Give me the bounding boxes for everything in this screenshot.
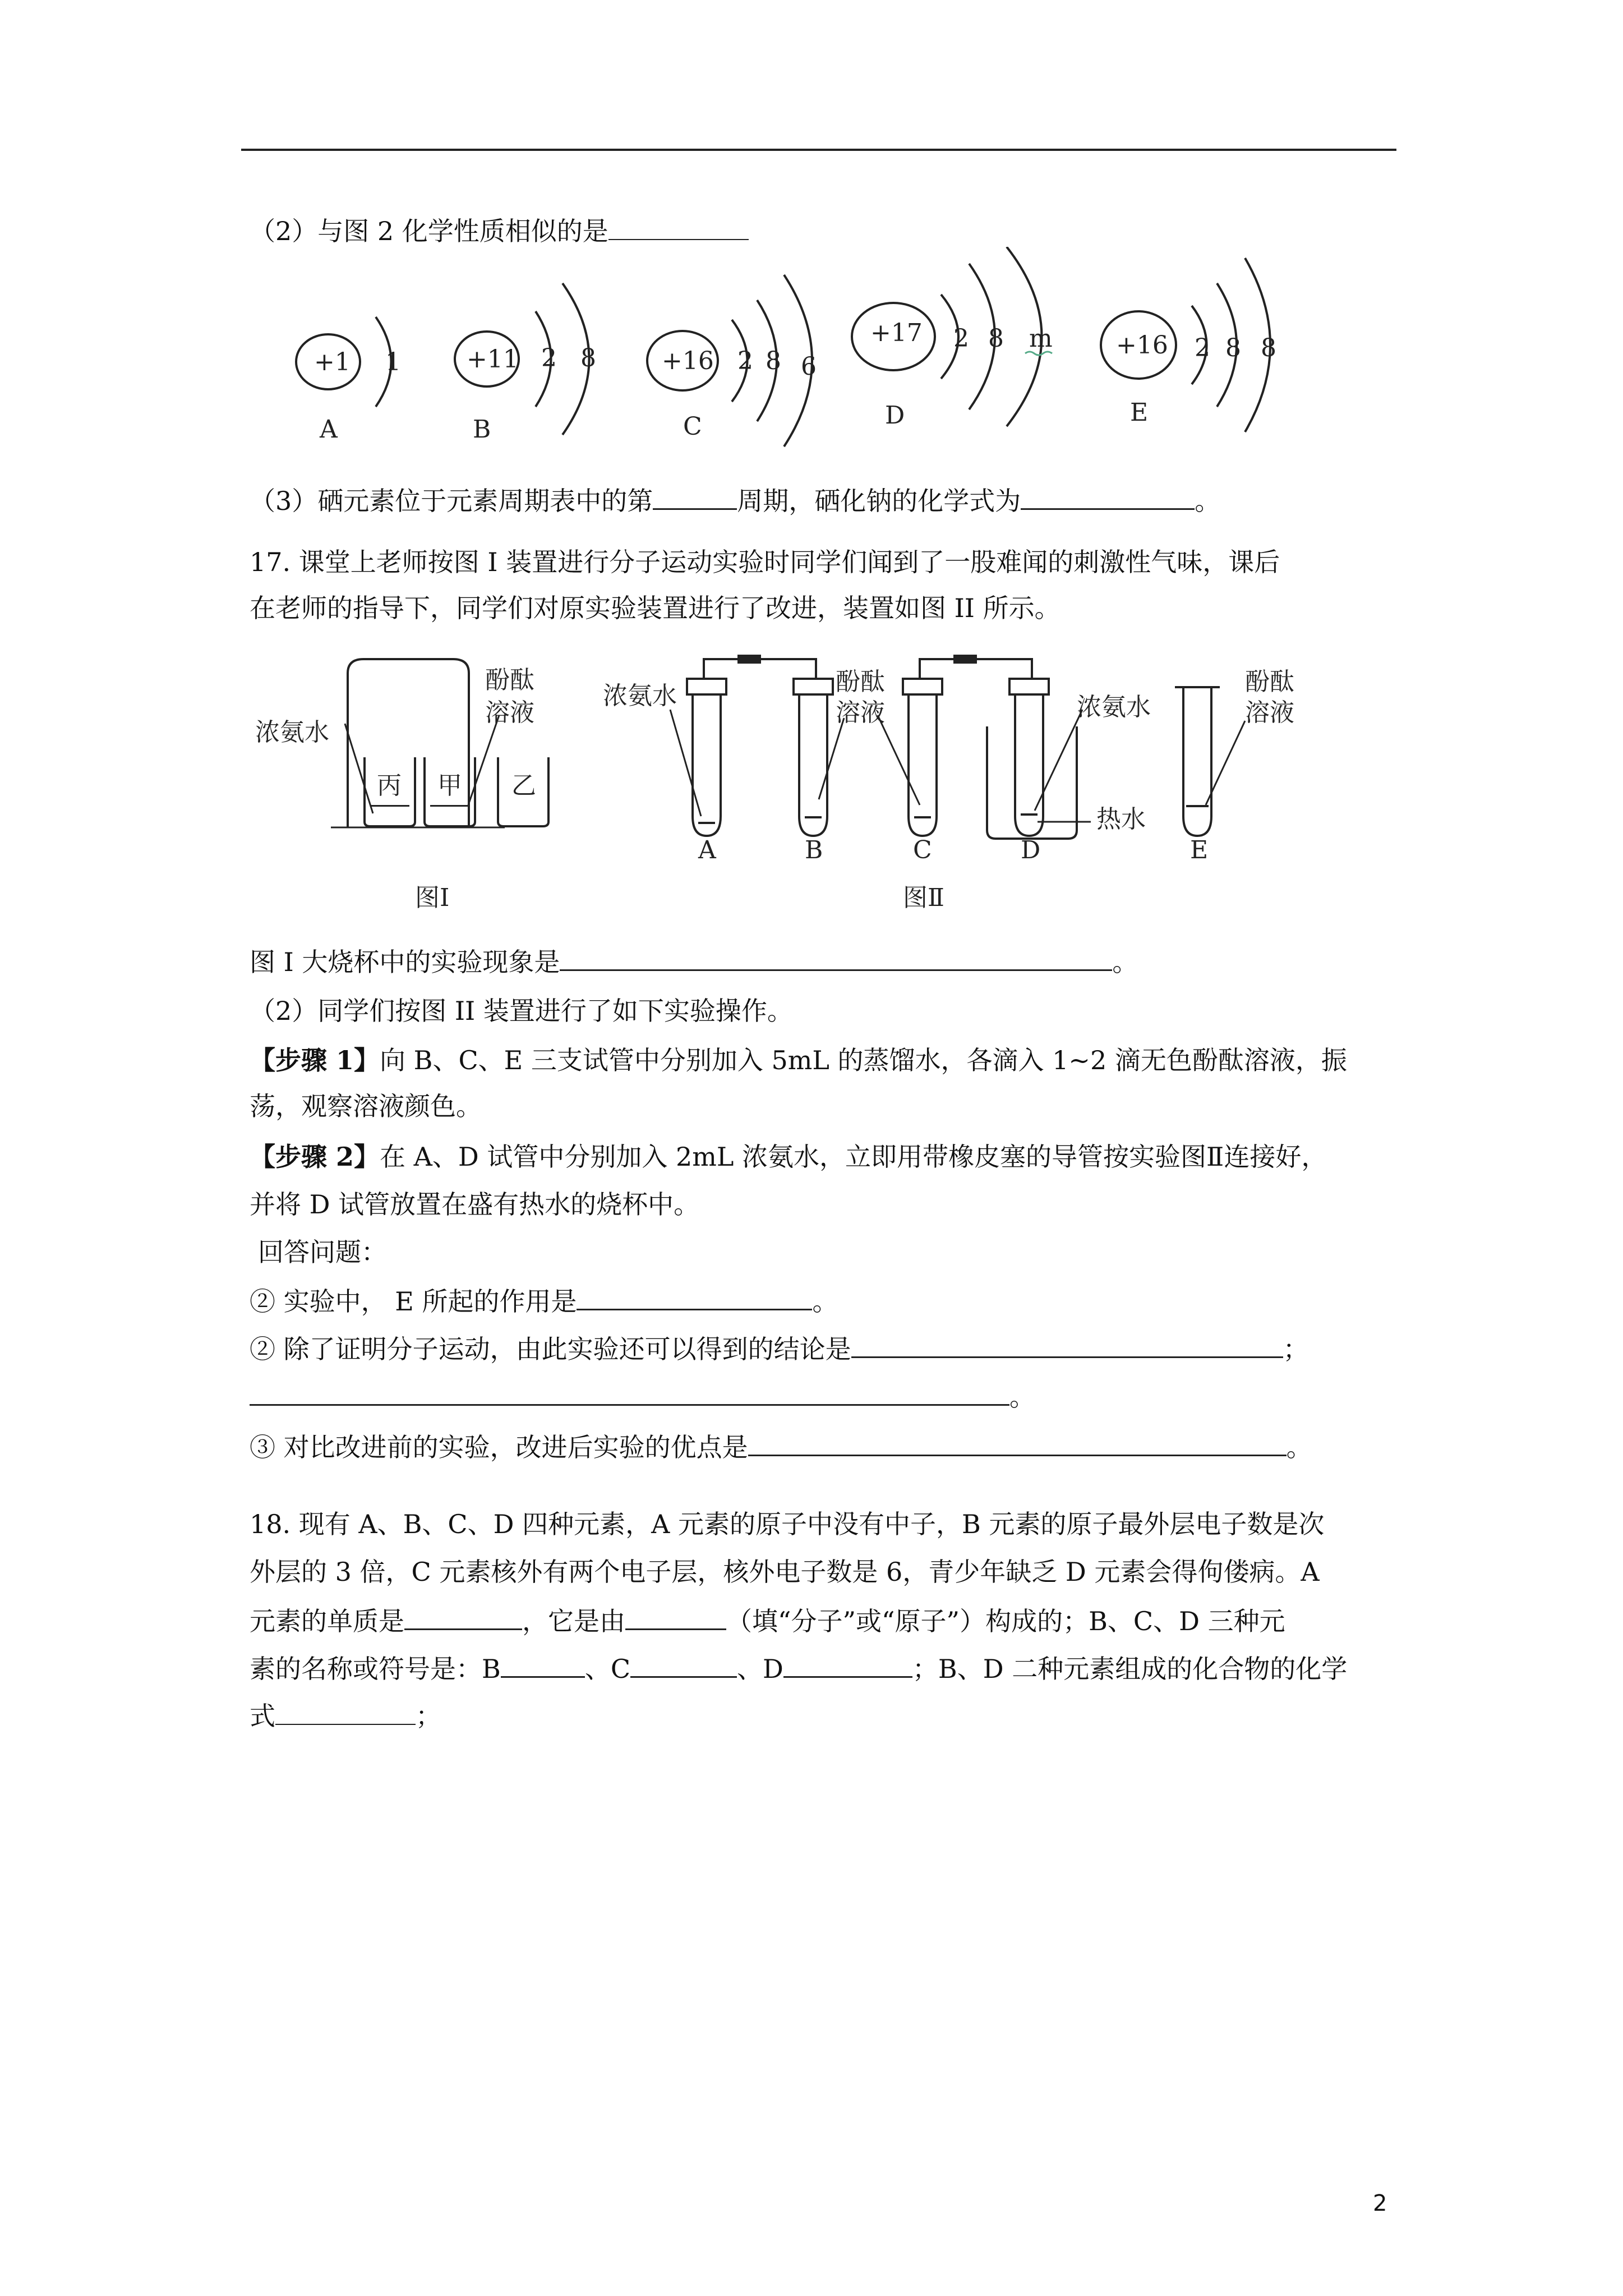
fig1-beaker-label-jia: 甲 [437,771,462,800]
formula-blank[interactable] [1021,481,1195,510]
q18-line-1: 18. 现有 A、B、C、D 四种元素，A 元素的原子中没有中子，B 元素的原子最外层电子数是次 [250,1509,1325,1539]
q17-intro-line-1: 17. 课堂上老师按图 I 装置进行分子运动实验时同学们闻到了一股难闻的刺激性气味，课后 [250,547,1280,577]
fig2-label-phenol-e-1: 酚酞 [1245,668,1294,696]
q17-question-b-line-1: ② 除了证明分子运动，由此实验还可以得到的结论是 ； [250,1329,1309,1367]
q17-intro-line-2: 在老师的指导下，同学们对原实验装置进行了改进，装置如图 II 所示。 [250,593,1061,623]
element-c-blank[interactable] [630,1649,737,1678]
period-blank[interactable] [653,481,737,510]
fig1-large-beaker [348,659,469,827]
fig2-tube-e [1183,687,1211,836]
fig2-label-ammonia-right: 浓氨水 [1077,693,1151,721]
atom-b-label: B [473,415,491,444]
q17-answer-prompt: 回答问题： [258,1237,387,1267]
advantage-blank[interactable] [748,1428,1287,1456]
q17-step1-line-1: 【步骤 1】向 B、C、E 三支试管中分别加入 5mL 的蒸馏水，各滴入 1~2 滴无色酚酞溶液，振 [250,1045,1347,1075]
q17-question-c: ③ 对比改进前的实验，改进后实验的优点是 。 [250,1428,1312,1465]
element-d-blank[interactable] [783,1649,912,1678]
atom-e-shell-3-electrons: 8 [1261,334,1276,362]
fig2-caption: 图Ⅱ [903,884,944,912]
fig1-beaker-label-yi: 乙 [511,771,536,800]
role-of-e-blank[interactable] [577,1282,812,1310]
fig2-tube-a [693,693,721,836]
q17-step1-line-2: 荡，观察溶液颜色。 [250,1091,482,1121]
fig2-label-phenol-e-2: 溶液 [1245,698,1294,727]
atom-d-nucleus-charge: +17 [870,319,923,347]
q17-question-a: ② 实验中， E 所起的作用是 。 [250,1282,838,1319]
conclusion-blank-1[interactable] [851,1329,1283,1358]
atom-a-nucleus-charge: +1 [314,348,351,376]
atom-d-shell-2-electrons: 8 [988,324,1004,353]
fig2-tube-label-d: D [1021,836,1041,864]
q17-step2-line-2: 并将 D 试管放置在盛有热水的烧杯中。 [250,1189,700,1220]
atom-e-label: E [1130,398,1149,427]
fig2-tube-b [799,693,827,836]
answer-blank[interactable] [608,212,749,240]
q16-part3-line: （3）硒元素位于元素周期表中的第 周期，硒化钠的化学式为 。 [250,481,1220,519]
fig1-beaker-label-bing: 丙 [377,771,402,800]
q18-line-3: 元素的单质是 ，它是由 （填“分子”或“原子”）构成的；B、C、D 三种元 [250,1602,1285,1639]
fig2-label-hot-water: 热水 [1096,805,1146,834]
atom-b-shell-1-electrons: 2 [541,344,557,372]
atom-d-shell-3-electrons: m [1029,324,1053,353]
atom-e-shell-2-electrons: 8 [1225,334,1241,362]
q17-step2-line-1: 【步骤 2】在 A、D 试管中分别加入 2mL 浓氨水，立即用带橡皮塞的导管按实验图Ⅱ连接好， [250,1142,1327,1172]
page-number: 2 [1373,2191,1387,2216]
atom-e-nucleus-charge: +16 [1116,331,1168,360]
element-b-blank[interactable] [501,1649,585,1678]
atom-e-shell-1-electrons: 2 [1195,334,1210,362]
atom-b-shell-2-electrons: 8 [580,344,596,372]
q17-question-b-line-2: 。 [250,1377,1035,1415]
fig2-label-ammonia-left: 浓氨水 [603,682,677,710]
compound-formula-blank[interactable] [275,1697,416,1725]
fig1-label-phenol-1: 酚酞 [485,666,534,694]
q17-part2-line: （2）同学们按图 II 装置进行了如下实验操作。 [250,996,793,1026]
fig2-tube-label-b: B [805,836,823,864]
atom-d-label: D [885,401,905,430]
element-a-blank[interactable] [404,1602,522,1630]
atom-c-shell-1-electrons: 2 [737,347,753,375]
experiment-figures [0,637,1623,928]
atom-c-shell-2-electrons: 8 [766,347,781,375]
atom-c-label: C [683,412,702,441]
q18-line-5: 式 ； [250,1697,441,1734]
atom-a-shell-1-electrons: 1 [385,348,401,376]
q18-line-2: 外层的 3 倍，C 元素核外有两个电子层，核外电子数是 6，青少年缺乏 D 元素会得佝偻病。A [250,1557,1320,1587]
fig1-caption: 图Ⅰ [415,884,450,912]
fig1-label-phenol-2: 溶液 [485,698,534,727]
conclusion-blank-2[interactable] [250,1377,1009,1406]
fig2-label-phenol-2: 溶液 [836,698,885,727]
fig2-tube-label-e: E [1190,836,1209,864]
atom-a-label: A [320,415,338,444]
fig2-label-phenol-1: 酚酞 [836,668,885,696]
atom-c-nucleus-charge: +16 [662,347,714,375]
header-rule [241,149,1396,151]
composition-blank[interactable] [625,1602,726,1630]
atom-structure-diagrams [0,247,1623,460]
atom-d-shell-1-electrons: 2 [953,324,969,353]
atom-c-shell-3-electrons: 6 [801,352,817,381]
atom-b-nucleus-charge: +11 [467,345,519,374]
fig2-tube-c [909,693,937,836]
q17-phenomenon-line: 图 I 大烧杯中的实验现象是 。 [250,942,1138,980]
q18-line-4: 素的名称或符号是：B 、C 、D ；B、D 二种元素组成的化合物的化学 [250,1649,1347,1687]
fig2-tube-label-c: C [913,836,932,864]
fig2-tube-label-a: A [698,836,716,864]
phenomenon-blank[interactable] [560,942,1112,971]
fig1-label-ammonia: 浓氨水 [255,718,329,747]
q16-part2-line: （2）与图 2 化学性质相似的是 [250,212,749,249]
